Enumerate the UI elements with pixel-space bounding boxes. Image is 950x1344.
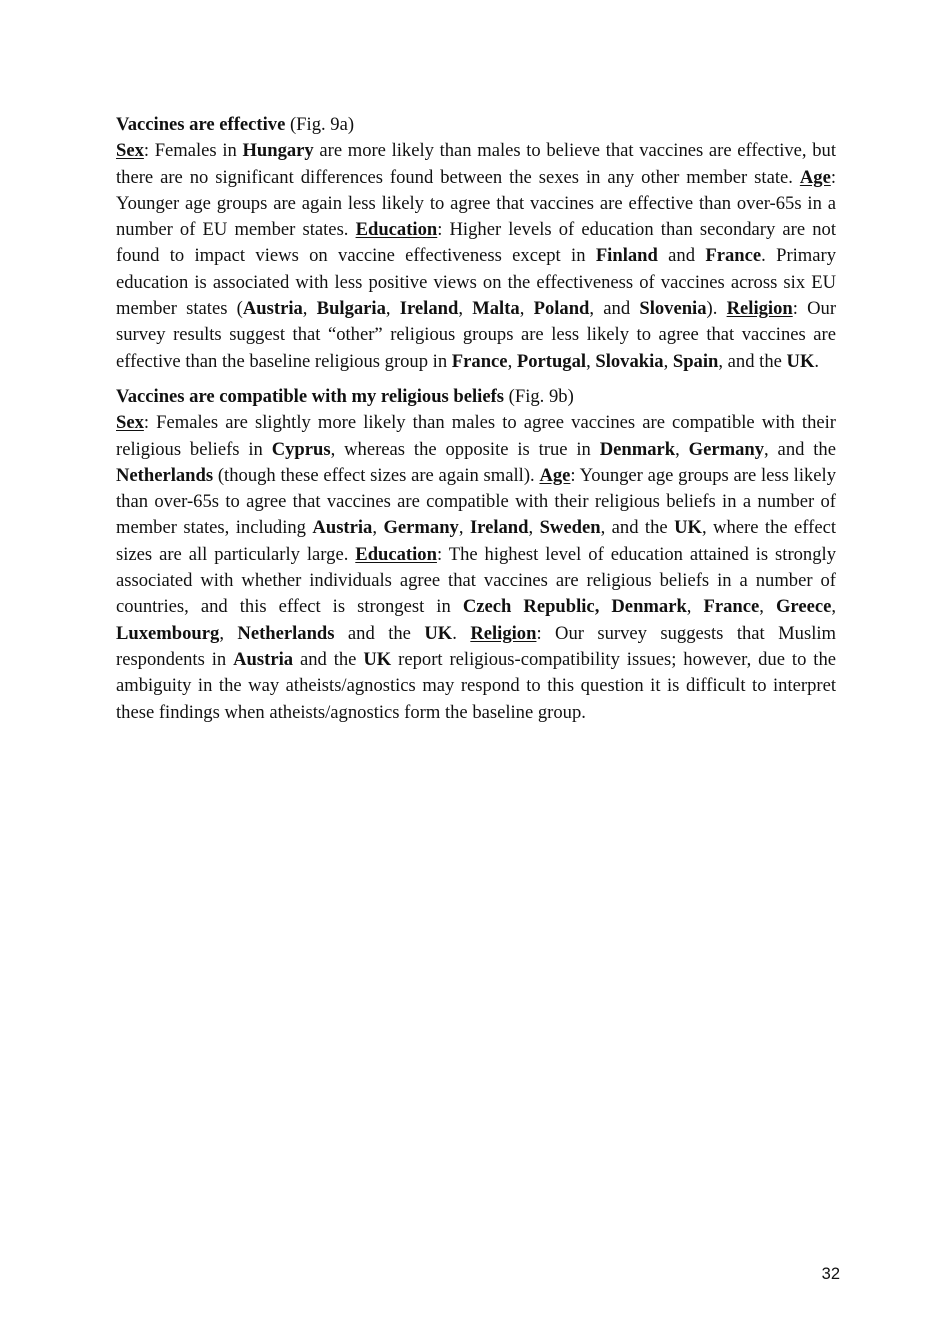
body-text: , — [385, 298, 400, 320]
page-number: 32 — [821, 1265, 840, 1283]
body-text: , — [759, 596, 776, 618]
body-text: , — [507, 350, 517, 372]
country-name: Slovenia — [639, 298, 707, 320]
country-name: Spain — [672, 350, 719, 372]
body-text: (though these effect sizes are again small). — [213, 464, 540, 486]
body-text: report religious-compatibility issues; however, due to the ambiguity in the way atheists/agnostics may respond to this question it is difficult to interpret these findings when atheists/agnostics form the baseline group. — [116, 648, 836, 723]
section-heading-title: Vaccines are compatible with my religious beliefs — [116, 385, 505, 407]
country-name: Netherlands — [116, 464, 214, 486]
body-text: , — [675, 438, 689, 460]
section-body — [116, 410, 836, 726]
body-text: : Younger age groups are less likely than over-65s to agree that vaccines are compatible with their religious beliefs in a number of member states, including — [116, 464, 836, 539]
body-text: , — [458, 517, 470, 539]
body-text: , and — [589, 298, 640, 320]
factor-label: Sex — [116, 412, 144, 434]
body-text: , and the — [600, 517, 675, 539]
body-text: . — [452, 622, 471, 644]
country-name: Czech Republic, Denmark — [462, 596, 687, 618]
body-text: , where the effect sizes are all particularly large. — [116, 517, 837, 565]
body-text: , — [458, 298, 473, 320]
country-name: France — [703, 596, 760, 618]
country-name: Bulgaria — [316, 298, 386, 320]
body-text: . — [814, 350, 820, 372]
section-heading — [116, 112, 836, 138]
country-name: Cyprus — [271, 438, 331, 460]
country-name: Finland — [595, 245, 658, 267]
country-name: Malta — [472, 298, 520, 320]
body-text: , — [831, 596, 837, 618]
country-name: France — [451, 350, 508, 372]
factor-label: Education — [355, 543, 437, 565]
section-heading-title: Vaccines are effective — [116, 114, 286, 135]
page-content — [116, 112, 836, 735]
body-text: , — [519, 298, 534, 320]
country-name: UK — [674, 517, 702, 539]
country-name: Hungary — [242, 140, 314, 162]
country-name: Netherlands — [237, 622, 335, 644]
body-text: : Females in — [143, 140, 243, 162]
body-text: , — [663, 350, 673, 372]
body-text: , — [586, 350, 596, 372]
body-text: : Our survey suggests that Muslim respondents in — [116, 622, 837, 670]
country-name: Austria — [312, 517, 373, 539]
factor-label: Age — [539, 464, 571, 486]
country-name: Slovakia — [595, 350, 664, 372]
body-text: , — [528, 517, 540, 539]
body-text: . Primary education is associated with less positive views on the effectiveness of vaccines across six EU member states ( — [116, 245, 837, 320]
country-name: Ireland — [469, 517, 529, 539]
body-text: : Younger age groups are again less likely to agree that vaccines are effective than over-65s in a number of EU member states. — [116, 166, 836, 241]
country-name: Austria — [233, 648, 294, 670]
body-text: and the — [293, 648, 364, 670]
factor-label: Age — [799, 166, 831, 188]
country-name: Portugal — [516, 350, 587, 372]
country-name: France — [705, 245, 762, 267]
body-text: , whereas the opposite is true in — [330, 438, 600, 460]
country-name: Germany — [383, 517, 459, 539]
country-name: UK — [786, 350, 815, 372]
country-name: UK — [424, 622, 453, 644]
factor-label: Religion — [470, 622, 537, 644]
body-text: , — [686, 596, 704, 618]
country-name: Luxembourg — [116, 622, 220, 644]
country-name: UK — [363, 648, 392, 670]
country-name: Sweden — [539, 517, 601, 539]
figure-reference: (Fig. 9a) — [285, 114, 355, 135]
body-text: are more likely than males to believe that vaccines are effective, but there are no significant differences found between the sexes in any other member state. — [116, 140, 836, 188]
country-name: Poland — [533, 298, 590, 320]
country-name: Austria — [242, 298, 303, 320]
body-text: : The highest level of education attained is strongly associated with whether individuals agree that vaccines are religious beliefs in a number of countries, and this effect is strongest in — [116, 543, 836, 618]
body-text: , — [372, 517, 384, 539]
section-vaccines-effective — [116, 112, 836, 375]
body-text: : Our survey results suggest that “other” religious groups are less likely to agree that vaccines are effective than the baseline religious group in — [116, 298, 837, 372]
figure-reference: (Fig. 9b) — [504, 385, 574, 407]
body-text: ). — [706, 298, 727, 320]
factor-label: Sex — [116, 140, 144, 162]
section-heading — [116, 384, 836, 410]
body-text: , and the — [718, 350, 787, 372]
body-text: , — [302, 298, 317, 320]
section-body — [116, 138, 836, 375]
factor-label: Religion — [726, 298, 793, 320]
country-name: Greece — [775, 596, 832, 618]
body-text: , and the — [764, 438, 836, 460]
body-text: : Higher levels of education than secondary are not found to impact views on vaccine effectiveness except in — [116, 219, 836, 267]
body-text: : Females are slightly more likely than males to agree vaccines are compatible with their religious beliefs in — [116, 412, 836, 460]
body-text: and — [657, 245, 706, 267]
body-text: and the — [334, 622, 425, 644]
body-text: , — [219, 622, 238, 644]
factor-label: Education — [355, 219, 438, 241]
country-name: Denmark — [599, 438, 676, 460]
country-name: Germany — [688, 438, 765, 460]
country-name: Ireland — [399, 298, 459, 320]
section-vaccines-religious-compatibility — [116, 384, 836, 726]
